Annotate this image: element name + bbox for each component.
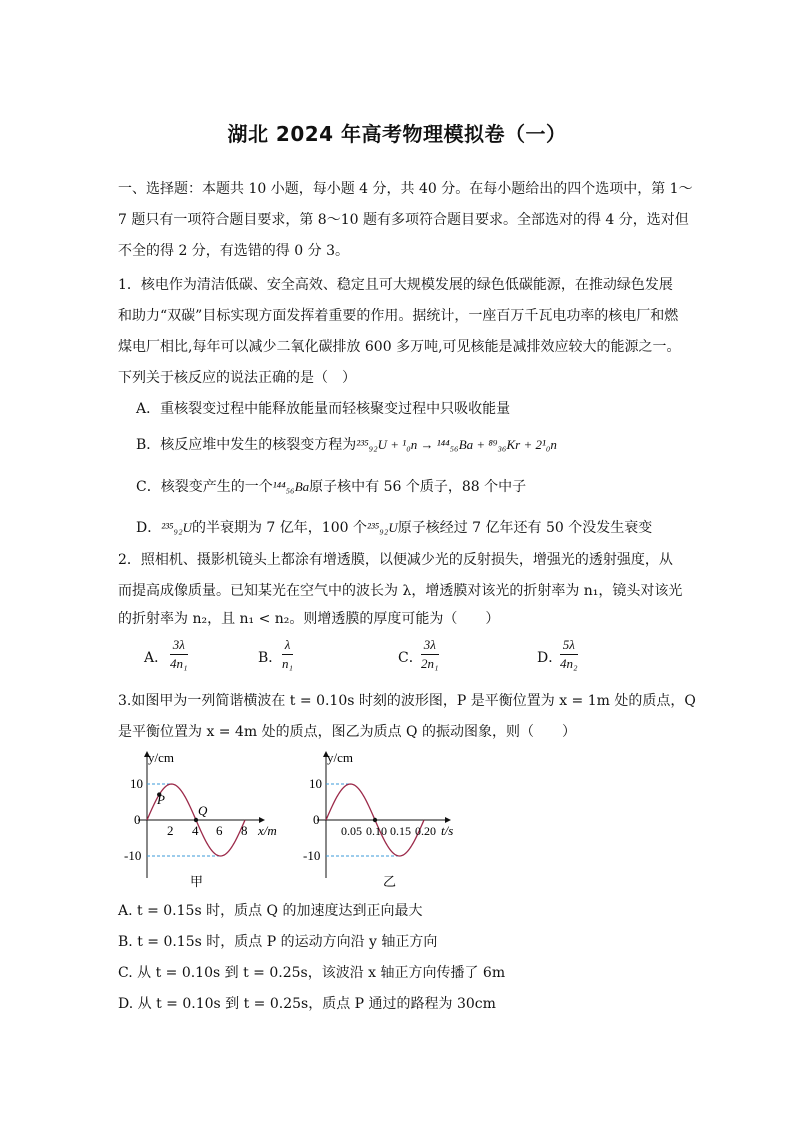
q1-option-c	[136, 476, 526, 496]
q1-option-c-prefix: C．核裂变产生的一个	[136, 479, 273, 495]
q2-option-d-label: D．	[537, 650, 563, 666]
q1-stem-line-4: 下列关于核反应的说法正确的是（ ）	[118, 370, 356, 386]
q3-option-d: D. 从 t = 0.10s 到 t = 0.25s，质点 P 通过的路程为 30cm	[118, 996, 496, 1012]
yi-x-tick-005: 0.05	[341, 824, 362, 838]
section-instruction-line-2: 7 题只有一项符合题目要求，第 8～10 题有多项符合题目要求。全部选对的得 4 分，选对但	[118, 212, 689, 228]
point-q-label: Q	[198, 803, 208, 818]
yi-y-label: y/cm	[327, 750, 353, 765]
jia-x-tick-6: 6	[216, 823, 223, 838]
q3-stem-line-1: 3.如图甲为一列简谐横波在 t = 0.10s 时刻的波形图，P 是平衡位置为 x = 1m 处的质点，Q	[118, 693, 696, 709]
point-p-label: P	[157, 792, 165, 807]
point-q	[194, 818, 198, 822]
vibration-graph-yi	[288, 746, 473, 892]
jia-x-tick-4: 4	[192, 823, 199, 838]
q2-option-b-numerator: λ	[282, 636, 293, 655]
q2-option-b-denominator: n₁	[282, 656, 294, 671]
q3-option-b: B. t = 0.15s 时，质点 P 的运动方向沿 y 轴正方向	[118, 934, 438, 950]
q1-option-d-nuclide-2: ²³⁵₉₂U	[366, 520, 398, 535]
yi-x-tick-010: 0.10	[366, 824, 387, 838]
q1-stem-line-2: 和助力“双碳”目标实现方面发挥着重要的作用。据统计，一座百万千瓦电功率的核电厂和燃	[118, 308, 679, 324]
q1-stem-line-1: 1．核电作为清洁低碳、安全高效、稳定且可大规模发展的绿色低碳能源，在推动绿色发展	[118, 277, 673, 293]
yi-origin-label: 0	[313, 812, 320, 827]
q2-option-b-label: B．	[258, 650, 283, 666]
jia-origin-label: 0	[134, 812, 141, 827]
jia-y-tick-10: 10	[130, 776, 143, 791]
q1-option-d-mid: 的半衰期为 7 亿年，100 个	[191, 520, 367, 536]
q3-option-c: C. 从 t = 0.10s 到 t = 0.25s，该波沿 x 轴正方向传播了 6m	[118, 965, 506, 981]
q1-option-d-prefix: D．	[136, 520, 162, 536]
yi-y-tick-minus-10: -10	[303, 848, 321, 863]
jia-x-label: x/m	[258, 823, 277, 838]
q2-option-b-fraction	[282, 636, 293, 673]
jia-x-tick-8: 8	[241, 823, 248, 838]
q2-option-a-fraction	[170, 636, 188, 673]
q1-option-d-suffix: 原子核经过 7 亿年还有 50 个没发生衰变	[397, 520, 653, 536]
section-instruction-line-3: 不全的得 2 分，有选错的得 0 分 3。	[118, 243, 349, 259]
q2-option-a-numerator: 3λ	[170, 636, 188, 655]
wave-graph-jia	[112, 746, 287, 892]
jia-y-tick-minus-10: -10	[124, 848, 142, 863]
jia-caption: 甲	[190, 874, 204, 889]
q2-option-c-denominator: 2n₁	[421, 656, 439, 671]
yi-y-tick-10: 10	[309, 776, 322, 791]
q2-option-c-fraction	[421, 636, 439, 673]
yi-x-tick-020: 0.20	[415, 824, 436, 838]
q2-stem-line-2: 而提高成像质量。已知某光在空气中的波长为 λ，增透膜对该光的折射率为 n₁，镜头对该光	[118, 583, 683, 599]
yi-caption: 乙	[383, 874, 397, 889]
yi-x-tick-015: 0.15	[390, 824, 411, 838]
q1-option-c-nuclide: ¹⁴⁴₅₆Ba	[272, 479, 310, 494]
q1-fission-equation: ²³⁵₉₂U + ¹₀n → ¹⁴⁴₅₆Ba + ⁸⁹₃₆Kr + 2¹₀n	[356, 437, 557, 452]
q2-option-c-label: C．	[398, 650, 423, 666]
q3-stem-line-2: 是平衡位置为 x = 4m 处的质点，图乙为质点 Q 的振动图象，则（ ）	[118, 724, 576, 740]
q2-option-d-numerator: 5λ	[560, 636, 578, 655]
q1-option-d-nuclide-1: ²³⁵₉₂U	[161, 520, 192, 535]
q1-option-b-text: B．核反应堆中发生的核裂变方程为	[136, 437, 357, 453]
q2-option-c-numerator: 3λ	[421, 636, 439, 655]
q2-option-d-fraction	[560, 636, 578, 673]
q1-option-c-suffix: 原子核中有 56 个质子，88 个中子	[309, 479, 527, 495]
q2-option-a-label: A．	[144, 650, 169, 666]
q1-option-a: A．重核裂变过程中能释放能量而轻核聚变过程中只吸收能量	[136, 401, 511, 417]
q2-option-d-denominator: 4n₂	[560, 656, 578, 671]
q1-option-d	[136, 517, 652, 537]
section-instruction-line-1: 一、选择题：本题共 10 小题，每小题 4 分，共 40 分。在每小题给出的四个选项中，第 1～	[118, 181, 693, 197]
q2-option-a-denominator: 4n₁	[170, 656, 188, 671]
q1-option-b	[136, 434, 557, 454]
yi-x-label: t/s	[441, 823, 454, 838]
yi-marked-point	[373, 818, 377, 822]
q2-stem-line-3: 的折射率为 n₂，且 n₁ < n₂。则增透膜的厚度可能为（ ）	[118, 611, 500, 627]
jia-y-label: y/cm	[148, 750, 174, 765]
q2-stem-line-1: 2．照相机、摄影机镜头上都涂有增透膜，以便减少光的反射损失，增强光的透射强度，从	[118, 552, 673, 568]
q1-stem-line-3: 煤电厂相比,每年可以减少二氧化碳排放 600 多万吨,可见核能是减排效应较大的能源之一。	[118, 339, 681, 355]
q3-option-a: A. t = 0.15s 时，质点 Q 的加速度达到正向最大	[118, 903, 423, 919]
page-title: 湖北 2024 年高考物理模拟卷（一）	[227, 122, 567, 146]
jia-x-tick-2: 2	[167, 823, 174, 838]
